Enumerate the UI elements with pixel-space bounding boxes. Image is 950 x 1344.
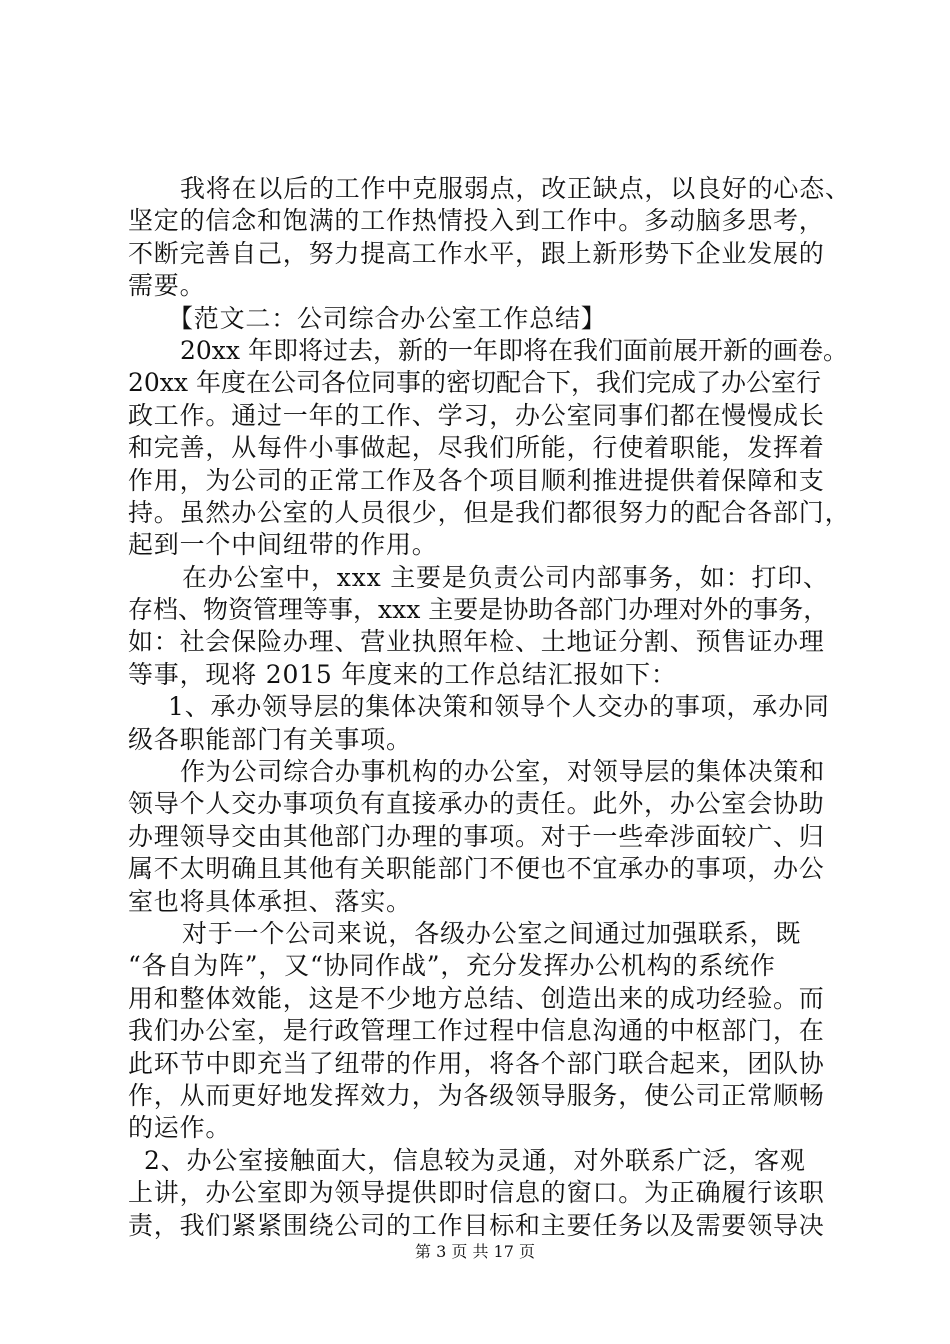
page-number-label: 第 3 页 共 17 页: [415, 1242, 535, 1261]
text-line: 持。虽然办公室的人员很少，但是我们都很努力的配合各部门，: [128, 497, 851, 527]
text-line: 用和整体效能，这是不少地方总结、创造出来的成功经验。而: [128, 983, 825, 1013]
text-line: 等事，现将 2015 年度来的工作总结汇报如下：: [128, 659, 677, 689]
text-line: 我将在以后的工作中克服弱点，改正缺点，以良好的心态、: [180, 174, 851, 203]
text-line: 级各职能部门有关事项。: [128, 724, 412, 754]
text-line: 需要。: [128, 271, 206, 301]
text-line: 2、办公室接触面大，信息较为灵通，对外联系广泛，客观: [144, 1145, 806, 1175]
text-line: 我们办公室，是行政管理工作过程中信息沟通的中枢部门，在: [128, 1016, 825, 1046]
text-line: 政工作。通过一年的工作、学习，办公室同事们都在慢慢成长: [128, 400, 825, 430]
text-line: 办理领导交由其他部门办理的事项。对于一些牵涉面较广、归: [128, 821, 825, 851]
text-line: 不断完善自己，努力提高工作水平，跟上新形势下企业发展的: [128, 238, 825, 268]
section-heading: 【范文二：公司综合办公室工作总结】: [168, 303, 607, 333]
text-line: 作用，为公司的正常工作及各个项目顺利推进提供着保障和支: [128, 465, 825, 495]
text-line: 20xx 年度在公司各位同事的密切配合下，我们完成了办公室行: [128, 368, 821, 398]
text-line: 20xx 年即将过去，新的一年即将在我们面前展开新的画卷。: [180, 335, 848, 365]
text-line: 作，从而更好地发挥效力，为各级领导服务，使公司正常顺畅: [128, 1080, 825, 1110]
page-footer: [0, 1242, 950, 1262]
text-line: “各自为阵”，又“协同作战”，充分发挥办公机构的系统作: [128, 951, 776, 981]
document-body: [128, 173, 851, 1242]
text-line: 室也将具体承担、落实。: [128, 886, 412, 916]
text-line: 的运作。: [128, 1113, 232, 1143]
text-line: 属不太明确且其他有关职能部门不便也不宜承办的事项，办公: [128, 854, 825, 884]
text-line: 此环节中即充当了纽带的作用，将各个部门联合起来，团队协: [128, 1048, 825, 1078]
text-line: 作为公司综合办事机构的办公室，对领导层的集体决策和: [180, 757, 826, 787]
text-line: 责，我们紧紧围绕公司的工作目标和主要任务以及需要领导决: [128, 1210, 825, 1240]
text-line: 起到一个中间纽带的作用。: [128, 530, 438, 560]
text-line: 在办公室中，xxx 主要是负责公司内部事务，如：打印、: [182, 562, 829, 592]
text-line: 对于一个公司来说，各级办公室之间通过加强联系，既: [182, 918, 802, 948]
text-line: 坚定的信念和饱满的工作热情投入到工作中。多动脑多思考，: [128, 206, 825, 236]
text-line: 1、承办领导层的集体决策和领导个人交办的事项，承办同: [168, 692, 830, 722]
text-line: 存档、物资管理等事，xxx 主要是协助各部门办理对外的事务，: [128, 595, 829, 625]
text-line: 领导个人交办事项负有直接承办的责任。此外，办公室会协助: [128, 789, 825, 819]
text-line: 上讲，办公室即为领导提供即时信息的窗口。为正确履行该职: [128, 1178, 825, 1208]
text-line: 和完善，从每件小事做起，尽我们所能，行使着职能，发挥着: [128, 433, 825, 463]
text-line: 如：社会保险办理、营业执照年检、土地证分割、预售证办理: [128, 627, 825, 657]
